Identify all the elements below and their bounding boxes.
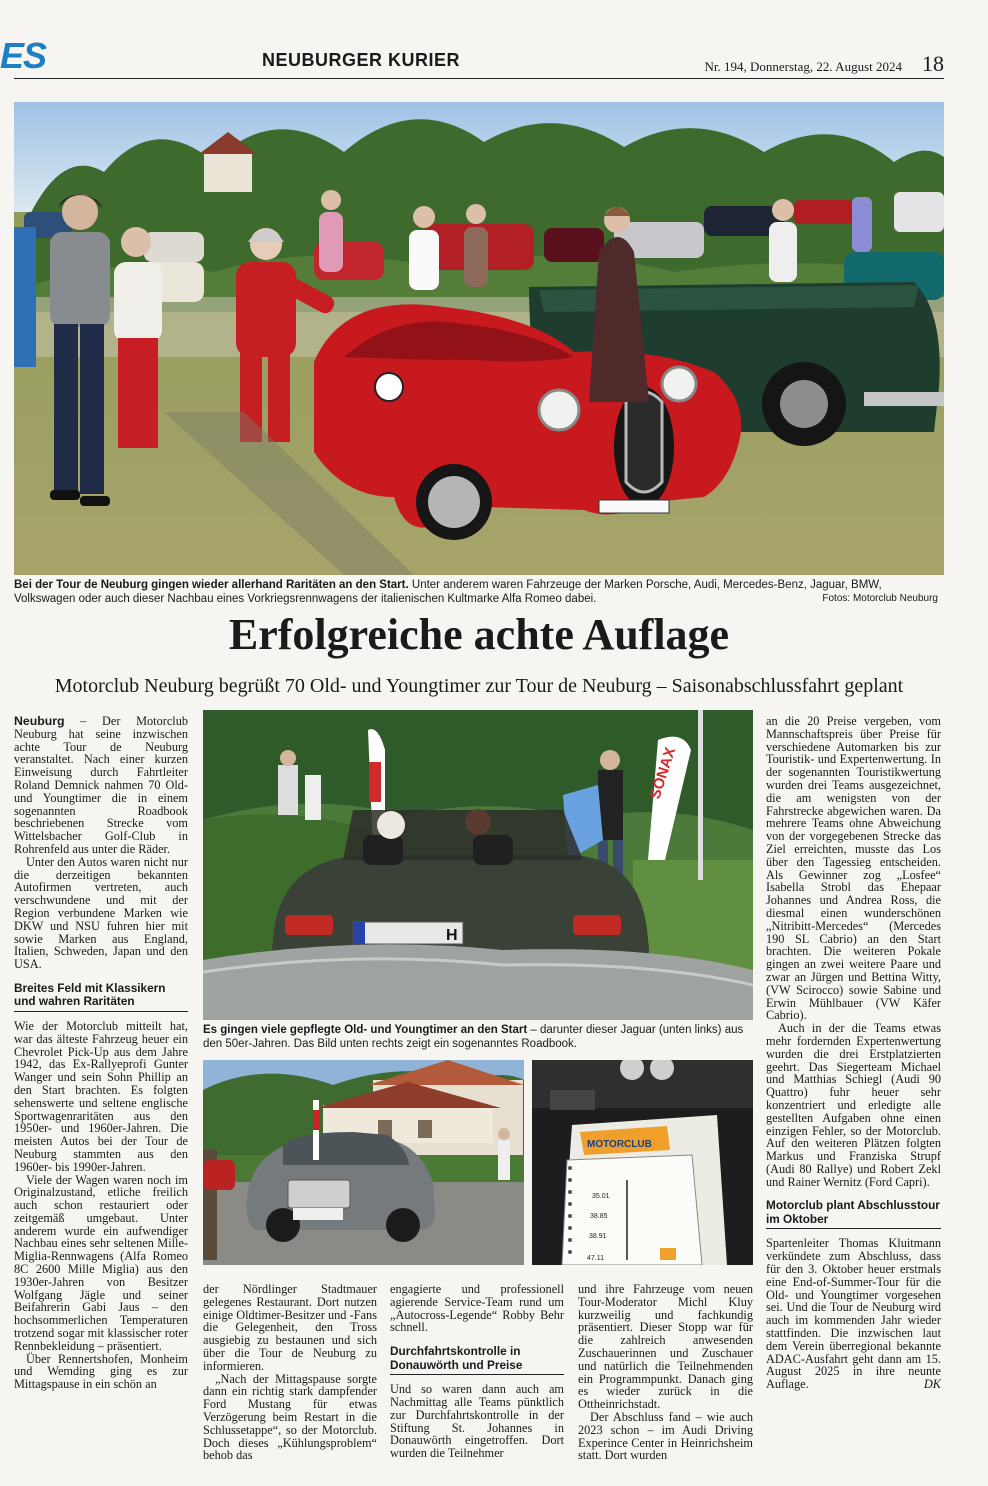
article-col-5	[766, 715, 941, 1391]
plate-suffix: H	[446, 927, 458, 944]
paragraph-9: Auch in der die Teams etwas mehr fordernden Expertenwertung wurden die drei Erstplatzierten geehrt. Das Siegerteam Michael und Matthias Schiegl (Audi 90 Quattro) fuhr heuer sehr konzentriert und erledigte alle gestellten Aufgaben ohne einen einzigen Fehler, so der Motorclub. Auf den weiteren Plätzen folgten Markus und Franziska Strupf (Audi 80 Rallye) und Robert Zekl und Rainer Wernitz (Ford Capri).	[766, 1021, 941, 1189]
roadbook-value-1: 35.01	[592, 1193, 610, 1200]
article-col-4	[578, 1283, 753, 1462]
masthead: NEUBURGER KURIER	[262, 50, 461, 70]
paragraph-6b: engagierte und professionell agierende Service-Team rund um „Autocross-Legende“ Robby Behr schnell.	[390, 1282, 564, 1335]
roadbook-value-3: 38.91	[589, 1233, 607, 1240]
banner-sonax: SONAX	[646, 745, 680, 802]
paragraph-8: Der Abschluss fand – wie auch 2023 schon – im Audi Driving Experince Center in Heinrichsheim statt. Dort wurden	[578, 1409, 753, 1463]
paragraph-8b: an die 20 Preise vergeben, vom Mannschaftspreis über Preise für verschiedene Automarken bis zur Touristik- und Expertenwertung. In der sogenannten Touristikwertung wurden drei Teams ausgezeichnet, die am wenigsten von der Fahrstrecke abgewichen waren. Da mehrere Teams ohne Abweichung von der vorgegebenen Strecke das Ziel erreichten, musste das Los über den Tagessieg entscheiden. Als Gewinner zog „Losfee“ Isabella Strobl das Ehepaar Johannes und Andrea Ross, die diesmal einen wunderschönen „Nitribitt-Mercedes“ (Mercedes 190 SL Cabrio) an den Start brachten. Die weiteren Pokale gingen an zwei weitere Paare und zwar an Jürgen und Bettina Witty, (VW Scirocco) sowie Sabine und Erwin Mühlbauer (VW Käfer Cabrio).	[766, 714, 941, 1023]
paragraph-3: Wie der Motorclub mitteilt hat, war das älteste Fahrzeug heuer ein Chevrolet Pick-Up aus dem Jahre 1942, das Ex-Rallyeprofi Gunter Wanger und sein Sohn Phillip an den Start brachten. Es folgten sehenswerte und seltene englische Sportwagenraritäten aus den 1950er- und 1960er-Jahren. Die meisten Autos bei der Tour de Neuburg stammten aus den 1960er- bis 1990er-Jahren.	[14, 1018, 188, 1174]
mid-photo-caption-bold: Es gingen viele gepflegte Old- und Youngtimer an den Start	[203, 1024, 528, 1036]
paragraph-2: Unter den Autos waren nicht nur die derzeitigen bekannten Autofirmen vertreten, auch verschwundene und mit der Region verbundene Marken wie DKW und NSU fuhren hier mit sowie Marken aus England, Italien, Schweden, Japan und den USA.	[14, 854, 188, 972]
cabrio-photo-illustration	[203, 710, 753, 1020]
top-photo-caption-text: Unter anderem waren Fahrzeuge der Marken Porsche, Audi, Mercedes-Benz, Jaguar, BMW, Volkswagen oder auch dieser Nachbau eines Vorkriegsrennwagens der italienischen Kultmarke Alfa Romeo dabei.	[14, 579, 882, 605]
dateline: Neuburg	[14, 714, 65, 728]
paragraph-5b: der Nördlinger Stadtmauer gelegenes Restaurant. Dort nutzen einige Oldtimer-Besitzer und -Fans die Gelegenheit, den Tross ausgiebig zu bestaunen und sich über die Tour de Neuburg zu informieren.	[203, 1282, 377, 1373]
header-rule	[14, 78, 944, 79]
section-tag: ES	[0, 35, 47, 76]
roadbook-value-2: 38.85	[590, 1213, 608, 1220]
article-col-2	[203, 1283, 377, 1462]
roadbook-photo	[532, 1060, 753, 1265]
paragraph-6: „Nach der Mittagspause sorgte dann ein richtig stark dampfender Ford Mustang für etwas Verzögerung beim Restart in die Schlussetappe“, so der Motorclub. Doch dieses „Kühlungsproblem“ behob das	[203, 1371, 377, 1463]
jaguar-cabrio-photo	[203, 710, 753, 1020]
paragraph-4: Viele der Wagen waren noch im Originalzustand, etliche freilich auch schon restauriert oder zeitgemäß umgebaut. Unter anderem wurde ein aufwendiger Nachbau eines sehr seltenen Mille-Miglia-Rennwagens (Alfa Romeo 8C 2600 Mille Miglia) aus den 1930er-Jahren von Besitzer Wolfgang Jägle und seiner Beifahrerin Gabi Jaus – den hochsommerlichen Temperaturen trotzend sogar mit klassischer roter Rennbekleidung – präsentiert.	[14, 1172, 188, 1353]
paragraph-5a: Über Rennertshofen, Monheim und Wemding ging es zur Mittagspause in ein schön an	[14, 1351, 188, 1392]
author: DK	[923, 1377, 941, 1392]
paragraph-7: Und so waren dann auch am Nachmittag alle Teams pünktlich zur Durchfahrtskontrolle in der Stiftung St. Johannes in Donauwörth eingetroffen. Dort wurden die Teilnehmer	[390, 1382, 564, 1461]
roadbook-brand: MOTORCLUB	[587, 1139, 652, 1150]
top-photo-illustration	[14, 102, 944, 575]
subhead-durchfahrt: Durchfahrtskontrolle in Donauwörth und Preise	[390, 1345, 564, 1375]
mid-photo-caption-text: – darunter dieser Jaguar (unten links) aus den 50er-Jahren. Das Bild unten rechts zeigt ein sogenanntes Roadbook.	[203, 1024, 744, 1050]
jaguar-photo-illustration	[203, 1060, 524, 1265]
mid-photo-caption	[203, 1023, 755, 1051]
issue-info: Nr. 194, Donnerstag, 22. August 2024	[704, 59, 902, 74]
page-number: 18	[922, 51, 944, 76]
article-col-1	[14, 715, 188, 1391]
top-photo-caption-bold: Bei der Tour de Neuburg gingen wieder allerhand Raritäten an den Start.	[14, 579, 409, 591]
paragraph-10: Spartenleiter Thomas Kluitmann verkündete zum Abschluss, dass für den 3. Oktober heuer erstmals eine End-of-Summer-Tour für die Old- und Youngtimer vorgesehen sei. Und die Tour de Neuburg wird auch im kommenden Jahr wieder stattfinden. Die inzwischen laut dem Verein überregional bekannte ADAC-Ausfahrt geht dann am 15. August 2025 in ihre neunte Auflage. DK	[766, 1236, 941, 1392]
photo-credit: Fotos: Motorclub Neuburg	[822, 593, 938, 604]
subhead-breites-feld: Breites Feld mit Klassikern und wahren Raritäten	[14, 982, 188, 1012]
jaguar-saloon-photo	[203, 1060, 524, 1265]
subhead-abschlusstour: Motorclub plant Abschlusstour im Oktober	[766, 1199, 941, 1229]
paragraph-1: Neuburg – Der Motorclub Neuburg hat seine inzwischen achte Tour de Neuburg veranstaltet. Nach einer kurzen Einweisung durch Fahrtleiter Roland Demnick nahmen 70 Old- und Youngtimer die in einem sogenannten Roadbook beschriebenen Strecke vom Wittelsbacher Golf-Club in Rohrenfeld aus unter die Räder.	[14, 714, 188, 856]
subheadline: Motorclub Neuburg begrüßt 70 Old- und Youngtimer zur Tour de Neuburg – Saisonabschlussfahrt geplant	[54, 675, 904, 697]
headline: Erfolgreiche achte Auflage	[228, 610, 730, 659]
roadbook-value-4: 47.11	[587, 1255, 604, 1262]
roadbook-photo-illustration	[532, 1060, 753, 1265]
paragraph-7b: und ihre Fahrzeuge vom neuen Tour-Moderator Michl Kluy kurzweilig und fachkundig präsentiert. Dieser Stopp war für die zahlreich anwesenden Zuschauerinnen und Zuschauer und natürlich die Teilnehmenden ein Programmpunkt. Danach ging es wieder zurück in die Ottheinrichstadt.	[578, 1282, 753, 1412]
top-photo	[14, 102, 944, 575]
article-col-3	[390, 1283, 564, 1460]
